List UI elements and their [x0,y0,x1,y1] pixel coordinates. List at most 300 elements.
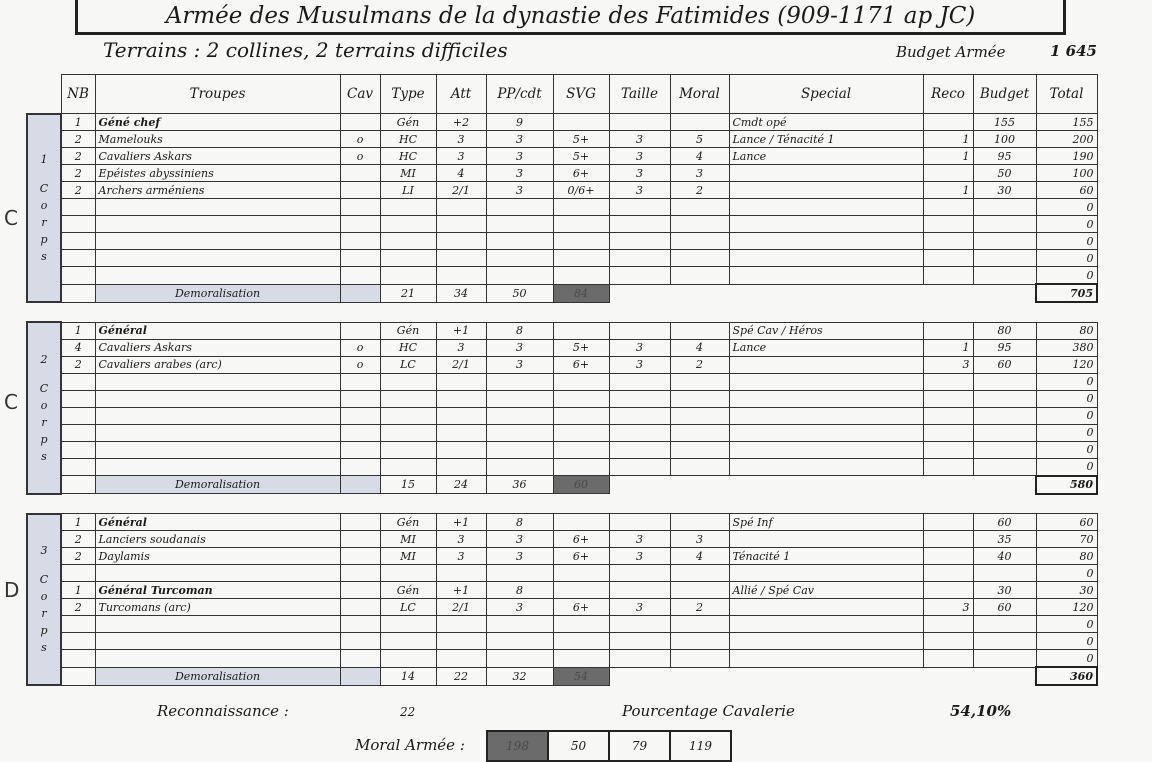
cell-moral: 3 [670,531,729,548]
cell-moral [670,441,729,458]
troop-row [27,407,1097,424]
cell-nb: 2 [61,599,95,616]
reconnaissance-value: 22 [400,705,416,719]
cell-troupes [95,407,340,424]
cell-cav: o [340,356,380,373]
cell-moral: 2 [670,599,729,616]
cell-troupes [95,441,340,458]
cell-taille [609,514,670,531]
cell-svg: 6+ [553,356,609,373]
troop-row [27,458,1097,476]
cell-pp [486,616,553,633]
cell-nb [61,233,95,250]
cell-att [436,633,486,650]
troop-row [27,322,1097,339]
cell-troupes [95,390,340,407]
cell-troupes [95,373,340,390]
corps-letter: C [39,381,49,395]
cell-pp [486,565,553,582]
troop-row [27,548,1097,565]
cell-cav [340,216,380,233]
cell-troupes: Général [95,322,340,339]
cell-reco: 1 [923,148,973,165]
cell-nb: 2 [61,531,95,548]
cell-svg [553,199,609,216]
cell-budget [973,390,1036,407]
column-header: Taille [609,75,670,114]
cell-total: 380 [1036,339,1097,356]
demoralisation-type: 14 [380,667,436,685]
cell-moral [670,267,729,285]
cell-taille [609,390,670,407]
cell-taille: 3 [609,182,670,199]
cell-total: 0 [1036,458,1097,476]
troop-row [27,616,1097,633]
cell-type [380,565,436,582]
demoralisation-pp: 32 [486,667,553,685]
cell-reco [923,441,973,458]
cell-nb [61,267,95,285]
budget-value: 1 645 [1050,42,1097,60]
troop-row [27,514,1097,531]
troop-row [27,650,1097,668]
header-corner [27,75,61,114]
cell-svg [553,424,609,441]
cell-cav [340,667,380,685]
cell-nb [61,250,95,267]
cell-total: 60 [1036,182,1097,199]
column-header: Reco [923,75,973,114]
cell-budget [973,441,1036,458]
cell-type: Gén [380,582,436,599]
reconnaissance-label: Reconnaissance : [157,702,289,720]
cell-total: 0 [1036,565,1097,582]
column-header: NB [61,75,95,114]
cell-troupes [95,267,340,285]
cell-cav: o [340,148,380,165]
cell-cav [340,182,380,199]
cell-troupes [95,199,340,216]
cell-pp [486,250,553,267]
cell-nb [61,390,95,407]
cell-troupes [95,650,340,668]
corps-letter: s [41,449,47,463]
cell-moral [670,582,729,599]
cell-type [380,650,436,668]
cell-total: 0 [1036,616,1097,633]
troop-row [27,390,1097,407]
cell-att [436,424,486,441]
cell-att: 3 [436,531,486,548]
cell-type [380,199,436,216]
cell-total: 0 [1036,390,1097,407]
troop-row [27,339,1097,356]
demoralisation-svg: 84 [553,284,609,302]
cell-budget: 50 [973,165,1036,182]
cell-cav [340,599,380,616]
cell-pp [486,650,553,668]
cell-special [729,233,923,250]
cell-special [729,216,923,233]
cell-svg: 5+ [553,339,609,356]
troop-row [27,356,1097,373]
cell-special: Ténacité 1 [729,548,923,565]
cell-taille: 3 [609,531,670,548]
cell-taille: 3 [609,548,670,565]
cell-nb: 2 [61,131,95,148]
cell-att [436,373,486,390]
cell-total: 200 [1036,131,1097,148]
handwritten-mark: C [4,390,18,414]
cell-special [729,182,923,199]
cell-moral [670,216,729,233]
column-header: PP/cdt [486,75,553,114]
cell-total: 0 [1036,441,1097,458]
cell-special: Lance [729,339,923,356]
cell-total: 80 [1036,322,1097,339]
cell-moral [670,250,729,267]
cell-cav [340,233,380,250]
cell-special: Allié / Spé Cav [729,582,923,599]
blank-cell [609,476,1036,494]
cell-pp [486,407,553,424]
troop-row [27,633,1097,650]
cell-reco [923,165,973,182]
cell-pp: 8 [486,582,553,599]
cell-special [729,390,923,407]
cell-reco [923,650,973,668]
cell-special [729,599,923,616]
cell-taille: 3 [609,148,670,165]
spacer-cell [27,302,1097,322]
spacer-cell [27,494,1097,514]
cell-total: 0 [1036,250,1097,267]
cell-budget [973,250,1036,267]
column-header: SVG [553,75,609,114]
cell-type: LC [380,356,436,373]
cell-taille: 3 [609,599,670,616]
cell-pp: 3 [486,148,553,165]
cell-cav: o [340,339,380,356]
cell-type: HC [380,339,436,356]
cell-total: 0 [1036,424,1097,441]
cell-taille [609,250,670,267]
cell-cav [340,322,380,339]
cell-svg: 6+ [553,599,609,616]
cell-special [729,531,923,548]
cell-moral [670,233,729,250]
cell-svg [553,267,609,285]
cell-cav [340,565,380,582]
cell-nb [61,216,95,233]
cell-nb: 1 [61,114,95,131]
troop-row [27,250,1097,267]
cell-reco: 3 [923,356,973,373]
morale-value-total: 198 [487,731,548,761]
cell-moral: 5 [670,131,729,148]
cell-budget: 30 [973,182,1036,199]
terrains-line: Terrains : 2 collines, 2 terrains difficiles [103,38,508,62]
cell-att [436,458,486,476]
cell-att: +1 [436,322,486,339]
cell-taille [609,322,670,339]
demoralisation-att: 22 [436,667,486,685]
cell-special [729,165,923,182]
cell-moral [670,565,729,582]
cell-reco [923,582,973,599]
cavalry-percentage-value: 54,10% [950,702,1012,720]
cell-total: 70 [1036,531,1097,548]
army-morale-boxes [486,730,732,762]
corps-letter: o [40,590,48,604]
cell-troupes [95,458,340,476]
cell-svg: 6+ [553,531,609,548]
corps-label [27,514,61,686]
cell-budget [973,199,1036,216]
cell-taille [609,233,670,250]
cell-troupes: Général Turcoman [95,582,340,599]
cell-cav [340,390,380,407]
cell-budget [973,458,1036,476]
troop-row [27,531,1097,548]
cell-moral [670,407,729,424]
cell-att [436,565,486,582]
cell-reco [923,390,973,407]
cell-svg [553,514,609,531]
cell-svg: 6+ [553,548,609,565]
corps-label [27,322,61,494]
cell-att: +1 [436,514,486,531]
demoralisation-svg: 60 [553,476,609,494]
cell-nb: 2 [61,148,95,165]
troop-row [27,131,1097,148]
cell-reco [923,458,973,476]
cell-svg [553,650,609,668]
cell-special: Lance / Ténacité 1 [729,131,923,148]
cell-nb [61,199,95,216]
cell-svg: 6+ [553,165,609,182]
cell-total: 0 [1036,373,1097,390]
demoralisation-type: 15 [380,476,436,494]
morale-value: 50 [548,731,609,761]
demoralisation-att: 24 [436,476,486,494]
cell-pp: 3 [486,356,553,373]
cell-moral [670,114,729,131]
cell-total: 0 [1036,407,1097,424]
cell-taille [609,114,670,131]
cell-troupes: Turcomans (arc) [95,599,340,616]
cell-reco [923,233,973,250]
cell-att [436,267,486,285]
cell-budget [973,424,1036,441]
cell-att [436,199,486,216]
morale-value: 79 [609,731,670,761]
cell-moral: 3 [670,165,729,182]
handwritten-mark: C [4,206,18,230]
cell-total: 0 [1036,633,1097,650]
cell-svg [553,250,609,267]
cell-reco [923,407,973,424]
cell-cav [340,531,380,548]
cell-taille [609,582,670,599]
cell-budget: 60 [973,514,1036,531]
cell-taille: 3 [609,131,670,148]
cell-moral: 4 [670,148,729,165]
cell-svg [553,114,609,131]
cell-type [380,373,436,390]
cell-troupes: Général [95,514,340,531]
column-header: Total [1036,75,1097,114]
cell-type [380,407,436,424]
cell-troupes: Daylamis [95,548,340,565]
header-row [27,75,1097,114]
corps-letter: r [41,415,47,429]
cell-nb [61,407,95,424]
cell-cav [340,582,380,599]
cell-pp: 3 [486,182,553,199]
cell-pp: 3 [486,165,553,182]
cell-reco: 1 [923,182,973,199]
cell-pp [486,458,553,476]
corps-number: 1 [40,152,48,166]
cell-taille: 3 [609,356,670,373]
cell-taille: 3 [609,339,670,356]
corps-letter: o [40,198,48,212]
cell-special [729,650,923,668]
cell-cav [340,476,380,494]
cell-special: Lance [729,148,923,165]
troop-row [27,216,1097,233]
cell-moral [670,633,729,650]
cell-type: MI [380,165,436,182]
cell-att: 3 [436,548,486,565]
cell-pp [486,390,553,407]
cell-type [380,216,436,233]
cell-budget [973,216,1036,233]
cell-type [380,458,436,476]
corps-letter: s [41,641,47,655]
cell-pp [486,233,553,250]
cell-nb [61,633,95,650]
demoralisation-row [27,476,1097,494]
cell-reco [923,199,973,216]
cell-nb [61,650,95,668]
cell-troupes [95,424,340,441]
cell-cav [340,114,380,131]
cell-total: 0 [1036,216,1097,233]
cell-cav [340,650,380,668]
cell-moral: 4 [670,548,729,565]
cell-budget [973,633,1036,650]
cell-special [729,199,923,216]
cell-taille [609,216,670,233]
cell-cav [340,407,380,424]
corps-letter: o [40,398,48,412]
demoralisation-svg: 54 [553,667,609,685]
demoralisation-row [27,284,1097,302]
cell-special [729,616,923,633]
cell-reco [923,267,973,285]
corps-letter: r [41,607,47,621]
cell-moral [670,424,729,441]
cell-type: MI [380,531,436,548]
cell-att: 3 [436,131,486,148]
cell-cav [340,458,380,476]
cell-troupes [95,616,340,633]
cell-budget [973,407,1036,424]
cell-reco: 1 [923,131,973,148]
cell-total: 100 [1036,165,1097,182]
cell-special [729,267,923,285]
cell-type: Gén [380,322,436,339]
cell-special [729,458,923,476]
cell-cav [340,199,380,216]
cell-reco [923,424,973,441]
budget-label: Budget Armée [896,43,1006,61]
cell-cav: o [340,131,380,148]
cell-pp: 3 [486,531,553,548]
demoralisation-label: Demoralisation [95,667,340,685]
corps-total: 705 [1036,284,1097,302]
cell-att: 3 [436,339,486,356]
cell-reco [923,548,973,565]
cell-troupes: Cavaliers Askars [95,148,340,165]
cell-taille [609,458,670,476]
cell-svg [553,441,609,458]
handwritten-mark: D [4,578,20,602]
corps-label [27,114,61,303]
cell-svg [553,373,609,390]
corps-letter: p [40,624,48,638]
cell-att: +2 [436,114,486,131]
cell-type [380,250,436,267]
cell-nb [61,424,95,441]
troop-row [27,199,1097,216]
demoralisation-pp: 50 [486,284,553,302]
demoralisation-label: Demoralisation [95,284,340,302]
cell-svg [553,390,609,407]
cell-taille [609,407,670,424]
cell-type: LI [380,182,436,199]
cell-troupes [95,633,340,650]
cell-taille [609,441,670,458]
cell-budget: 155 [973,114,1036,131]
cell-cav [340,424,380,441]
cell-nb: 2 [61,182,95,199]
cell-budget: 80 [973,322,1036,339]
corps-total: 360 [1036,667,1097,685]
cell-pp [486,633,553,650]
cell-taille [609,650,670,668]
cell-troupes [95,565,340,582]
army-table [26,74,1098,686]
blank-cell [609,667,1036,685]
troop-row [27,182,1097,199]
cell-troupes [95,216,340,233]
corps-letter: C [39,181,49,195]
cell-att: 2/1 [436,182,486,199]
cell-special [729,373,923,390]
cell-budget: 60 [973,356,1036,373]
cell-moral: 2 [670,356,729,373]
cell-pp: 3 [486,548,553,565]
column-header: Special [729,75,923,114]
troop-row [27,114,1097,131]
cell-att [436,441,486,458]
cell-reco [923,114,973,131]
cell-nb: 2 [61,165,95,182]
cell-special: Cmdt opé [729,114,923,131]
